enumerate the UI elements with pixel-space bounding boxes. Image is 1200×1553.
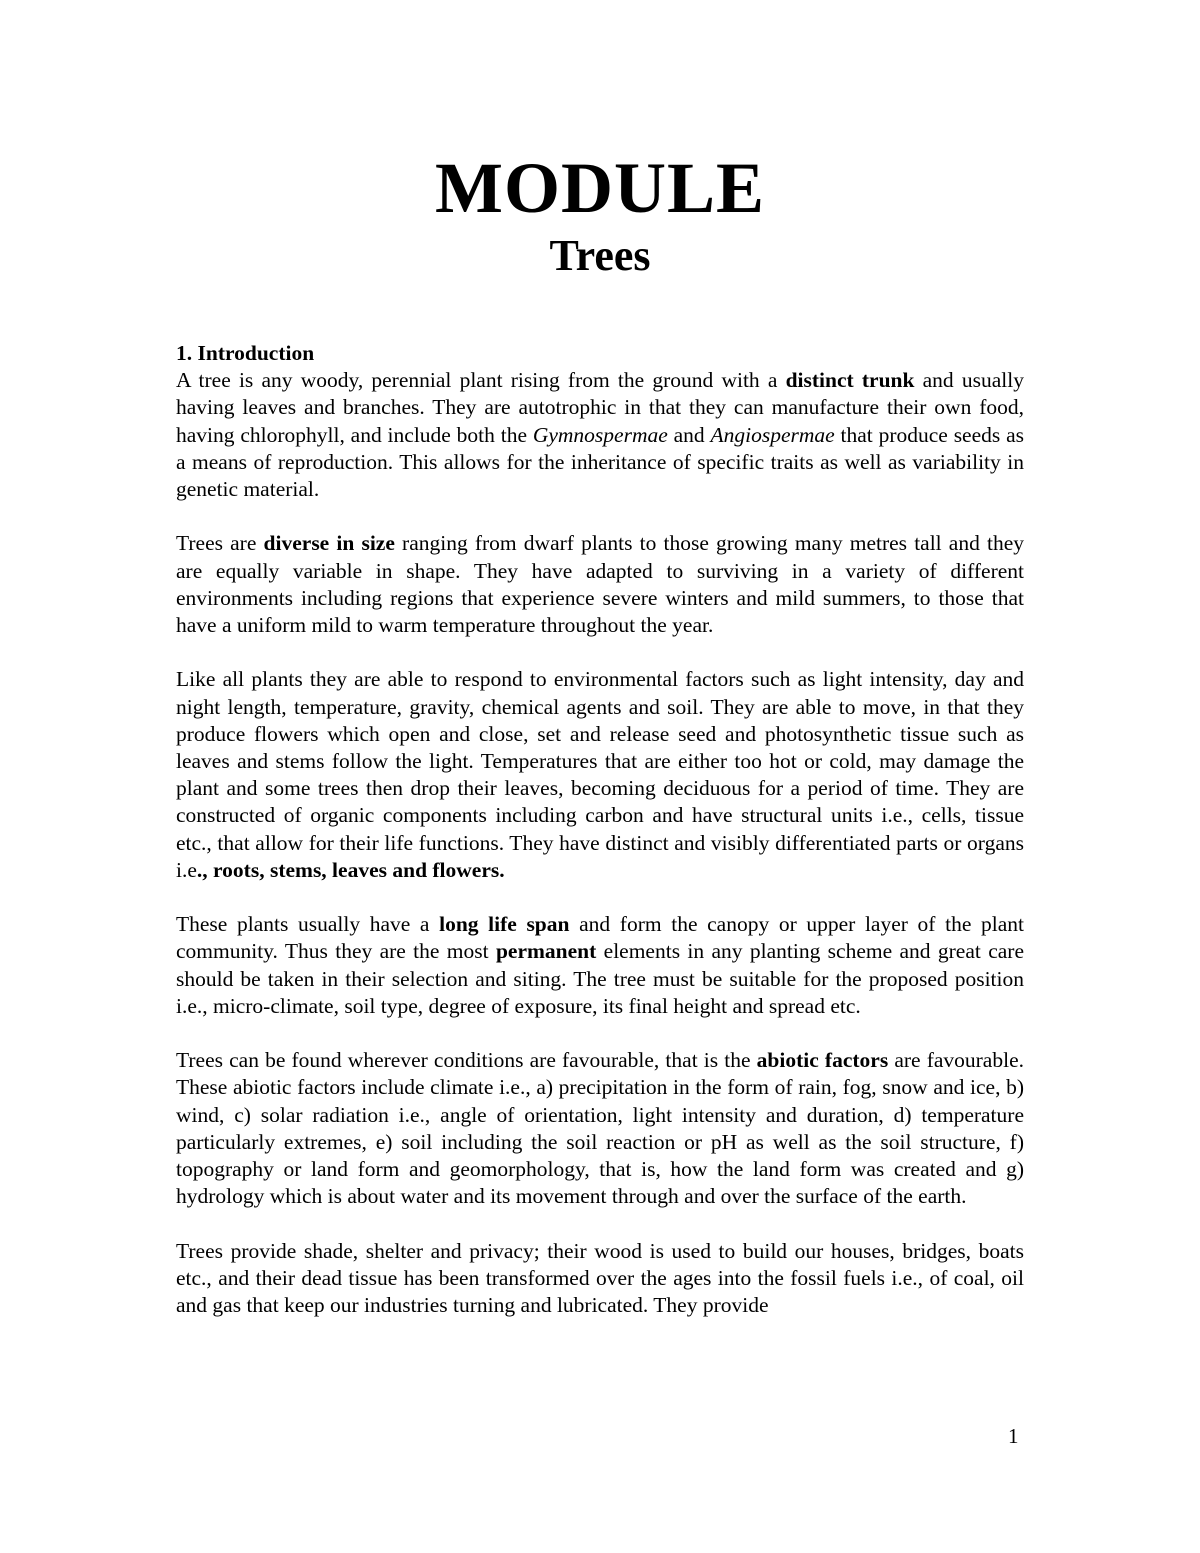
- text-run: that produce seeds as a means of reproduction. This allows for the inheritance of specific traits as well as variability in genetic material.: [176, 422, 1025, 502]
- page-number: 1: [1008, 1424, 1019, 1448]
- bold-text: long life span: [439, 912, 570, 937]
- italic-text: Gymnospermae: [532, 422, 668, 447]
- paragraph-list: [176, 367, 1024, 1319]
- text-run: Trees are: [176, 531, 264, 556]
- text-run: A tree is any woody, perennial plant rising from the ground with a: [176, 368, 786, 393]
- body-paragraph: [176, 530, 1024, 639]
- section-heading: 1. Introduction: [176, 341, 315, 365]
- body-paragraph: [176, 666, 1024, 884]
- italic-text: Angiospermae: [710, 422, 835, 447]
- text-run: Like all plants they are able to respond to environmental factors such as light intensity, day and night length, temperature, gravity, chemical agents and soil. They are able to move, in that they produce flowers which open and close, set and release seed and photosynthetic tissue such as leaves and stems follow the light. Temperatures that are either too hot or cold, may damage the plant and some trees then drop their leaves, becoming deciduous for a period of time. They are constructed of organic components including carbon and have structural units i.e., cells, tissue etc., that allow for their life functions. They have distinct and visibly differentiated parts or organs i.e: [176, 667, 1024, 882]
- body-paragraph: [176, 1047, 1024, 1210]
- document-body: [176, 340, 1024, 1346]
- text-run: Trees can be found wherever conditions are favourable, that is the: [176, 1048, 757, 1073]
- text-run: Trees provide shade, shelter and privacy; their wood is used to build our houses, bridges, boats etc., and their dead tissue has been transformed over the ages into the fossil fuels i.e., of coal, oil and gas that keep our industries turning and lubricated. They provide: [176, 1238, 1024, 1318]
- bold-text: ., roots, stems, leaves and flowers.: [196, 857, 505, 882]
- text-run: elements in any planting scheme and great care should be taken in their selection and siting. The tree must be suitable for the proposed position i.e., micro-climate, soil type, degree of exposure, its final height and spread etc.: [176, 939, 1024, 1018]
- text-run: ranging from dwarf plants to those growing many metres tall and they are equally variable in shape. They have adapted to surviving in a variety of different environments including regions that experience severe winters and mild summers, to those that have a uniform mild to warm temperature throughout the year.: [176, 531, 1025, 638]
- bold-text: abiotic factors: [756, 1048, 889, 1073]
- bold-text: permanent: [495, 939, 597, 964]
- text-run: These plants usually have a: [176, 912, 440, 937]
- body-paragraph: [176, 367, 1024, 503]
- document-title: MODULE: [435, 148, 765, 228]
- document-subtitle: Trees: [549, 231, 651, 280]
- text-run: and: [667, 422, 711, 447]
- bold-text: distinct trunk: [785, 368, 915, 393]
- text-run: and usually having leaves and branches. They are autotrophic in that they can manufacture their own food, having chlorophyll, and include both the: [176, 368, 1024, 447]
- text-run: are favourable. These abiotic factors include climate i.e., a) precipitation in the form of rain, fog, snow and ice, b) wind, c) solar radiation i.e., angle of orientation, light intensity and duration, d) temperature particularly extremes, e) soil including the soil reaction or pH as well as the soil structure, f) topography or land form and geomorphology, that is, how the land form was created and g) hydrology which is about water and its movement through and over the surface of the earth.: [176, 1048, 1024, 1209]
- bold-text: diverse in size: [263, 531, 395, 556]
- text-run: and form the canopy or upper layer of the plant community. Thus they are the most: [176, 912, 1024, 964]
- body-paragraph: [176, 1238, 1024, 1320]
- body-paragraph: [176, 911, 1024, 1020]
